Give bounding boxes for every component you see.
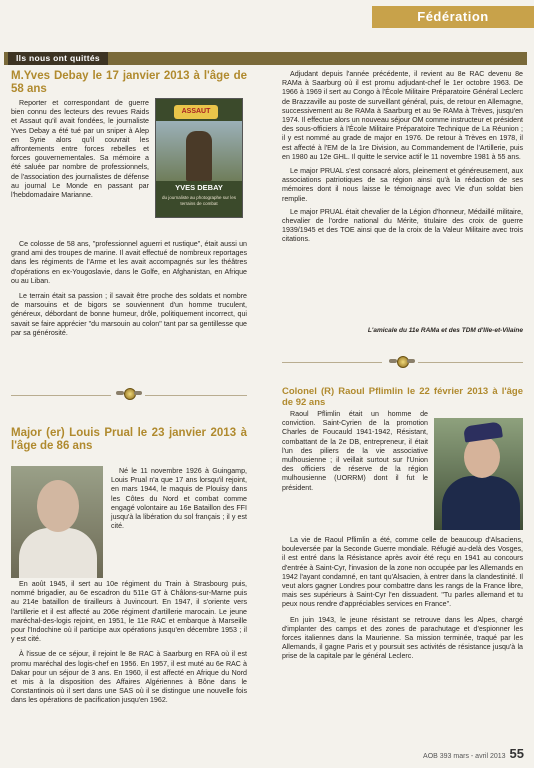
paragraph: Né le 11 novembre 1926 à Guingamp, Louis Prual n'a que 17 ans lorsqu'il rejoint, en mars 1944, le maquis de Plouisy dans les Côtes du Nord et combat comme engagé volontaire au 16e Bataillon des FFI jusqu'à la libération du sol français ; il y est cité.	[111, 467, 247, 531]
article-prual-intro	[111, 467, 247, 535]
article-title: M.Yves Debay le 17 janvier 2013 à l'âge de 58 ans	[11, 70, 247, 95]
paragraph: Le major PRUAL s'est consacré alors, pleinement et généreusement, aux associations patriotiques de sa région ainsi qu'à la rédaction de ses mémoires dont il nous laisse le témoignage avec Vie d'un soldat bien remplie.	[282, 167, 523, 203]
issue-info: AOB 393 mars - avril 2013	[423, 753, 506, 760]
paragraph: Adjudant depuis l'année précédente, il revient au 8e RAC devenu 8e RAMa à Saarburg où il est promu adjudant-chef le 1er octobre 1963. De 1966 à 1969 il sert au Congo à l'École Militaire Préparatoire Général Leclerc de Brazzaville au poste de surveillant général, puis, de retour en Allemagne, successivement au 8e RAMa à Saarburg et au 9e RAMa à Trèves, jusqu'en 1974. Il effectue alors un nouveau séjour OM comme instructeur et président des sous-officiers à l'École Militaire Préparatoire Technique de La Réunion ; il y est nommé au grade de major en 1976. De retour à Trèves en 1978, il est affecté à l'EM de la 1re Division, au Commandement de l'Artillerie, puis en 1980 au 12e GHL. Il quitte le service actif le 11 novembre 1981 à 55 ans.	[282, 70, 523, 161]
page-number: 55	[509, 746, 524, 761]
section-tab: Fédération	[372, 6, 534, 28]
paragraph: Reporter et correspondant de guerre bien connu des lecteurs des revues Raids et Assaut qu'il avait fondées, le journaliste Yves Debay a été tué par un sniper à Alep en Syrie alors qu'il couvrait les affrontements entre forces rebelles et forces gouvernementales. Sa mémoire a été saluée par nombre de professionnels, de l'association des journalistes de défense au journal Le Monde en passant par l'hebdomadaire Marianne.	[11, 99, 149, 200]
paragraph: Le major PRUAL était chevalier de la Légion d'honneur, Médaillé militaire, chevalier de l'ordre national du Mérite, titulaire des croix de guerre 1939/1945 et des TOE ainsi que de la croix de la Valeur Militaire avec trois citations.	[282, 207, 523, 244]
divider	[145, 395, 247, 396]
cover-name: YVES DEBAY	[175, 183, 223, 192]
beret-icon	[463, 421, 503, 442]
paragraph: Ce colosse de 58 ans, "professionnel aguerri et rustique", était aussi un grand ami des troupes de marine. Il avait effectué de nombreux reportages dans les régiments de l'Arme et les avait accompagnés sur les théâtres d'opérations en ex-Yougoslavie, dans le Golfe, en Afghanistan, en Afrique ou au Liban.	[11, 240, 247, 285]
assaut-cover-image	[155, 98, 243, 218]
article-title: Major (er) Louis Prual le 23 janvier 2013 à l'âge de 86 ans	[11, 427, 247, 452]
article-title: Colonel (R) Raoul Pflimlin le 22 février 2013 à l'âge de 92 ans	[282, 386, 523, 408]
article-prual	[11, 427, 247, 453]
paragraph: En août 1945, il sert au 10e régiment du Train à Strasbourg puis, nommé brigadier, au 6e escadron du 511e GT à Châlons-sur-Marne puis au 214e bataillon de tirailleurs à Juvincourt. En 1947, il s'oriente vers l'artillerie et il est affecté au 206e régiment d'artillerie marocain. Le jeune maréchal-des-logis rejoint, en 1951, le 11e RAC et embarque à Marseille pour l'Indochine où il participe aux opérations jusqu'en décembre 1953 ; il y est cité.	[11, 580, 247, 644]
article-prual-continued	[282, 70, 523, 249]
paragraph: Le terrain était sa passion ; il savait être proche des soldats et nombre de marsouins et de bigors se souviennent d'un homme truculent, généreux, débordant de bonne humeur, drôle, politiquement incorrect, qui savait se faire apprécier "du marsouin au colon" tant par sa gentillesse que par sa générosité.	[11, 292, 247, 337]
article-prual-body	[11, 580, 247, 710]
article-debay	[11, 70, 247, 96]
cover-subtitle: du journaliste au photographe sur les terrains de combat	[161, 195, 237, 206]
regiment-emblem-icon	[392, 356, 412, 370]
divider	[418, 362, 523, 363]
paragraph: Raoul Pflimlin était un homme de conviction. Saint-Cyrien de la promotion Charles de Foucauld 1941-1942, Résistant, combattant de la 2e DB, entrepreneur, il était l'un des piliers de la vie associative mulhousienne ; il veillait surtout sur l'Union des officiers de réserve de la région mulhousienne (UORRM) dont il fut le président.	[282, 410, 428, 492]
divider	[11, 395, 111, 396]
page-footer	[423, 746, 524, 761]
paragraph: La vie de Raoul Pflimlin a été, comme celle de beaucoup d'Alsaciens, bouleversée par la Seconde Guerre mondiale. Réfugié au-delà des Vosges, il est entré dans la Résistance après avoir été reçu en 1941 au concours d'entrée à Saint-Cyr, l'invasion de la zone non occupée par les Allemands en 1942 l'ayant condamné, en tant qu'Alsacien, à entrer dans la clandestinité. Il veut alors gagner Londres pour combattre dans les rangs de la France libre, mais ses supérieurs à Saint-Cyr l'en dissuadent. "Tu parles allemand et tu peux nous rendre d'appréciables services en France".	[282, 536, 523, 609]
paragraph: En juin 1943, le jeune résistant se retrouve dans les Alpes, chargé d'implanter des camps et des zones de parachutage et d'espionner les forces italiennes dans la Maurienne. Sa mission terminée, traqué par les Allemands, il gagne Paris et y poursuit ses activités de résistance jusqu'à la prise de la capitale par le général Leclerc.	[282, 615, 523, 661]
article-debay-body	[11, 240, 247, 342]
paragraph: À l'issue de ce séjour, il rejoint le 8e RAC à Saarburg en RFA où il est promu maréchal des logis-chef en 1956. En 1957, il est muté au 6e RAC à Dakar pour un séjour de 3 ans. En 1960, il est affecté en Afrique du Nord et mis à la disposition des Affaires Algériennes à Bône dans le Constantinois où il sert dans une SAS où il se distingue une nouvelle fois dans les opérations de pacification jusqu'en 1962.	[11, 650, 247, 705]
soldier-figure	[186, 131, 212, 181]
magazine-logo: ASSAUT	[174, 105, 218, 119]
regiment-emblem-icon	[119, 388, 139, 402]
louis-prual-photo	[11, 466, 103, 578]
article-pflimlin-body	[282, 536, 523, 666]
divider	[282, 362, 382, 363]
article-pflimlin-intro	[282, 410, 428, 497]
rubric-label: Ils nous ont quittés	[8, 52, 108, 65]
raoul-pflimlin-photo	[434, 418, 523, 530]
article-pflimlin	[282, 386, 523, 408]
article-debay-intro	[11, 99, 149, 204]
article-signature: L'amicale du 11e RAMa et des TDM d'Ille-et-Vilaine	[367, 327, 523, 334]
